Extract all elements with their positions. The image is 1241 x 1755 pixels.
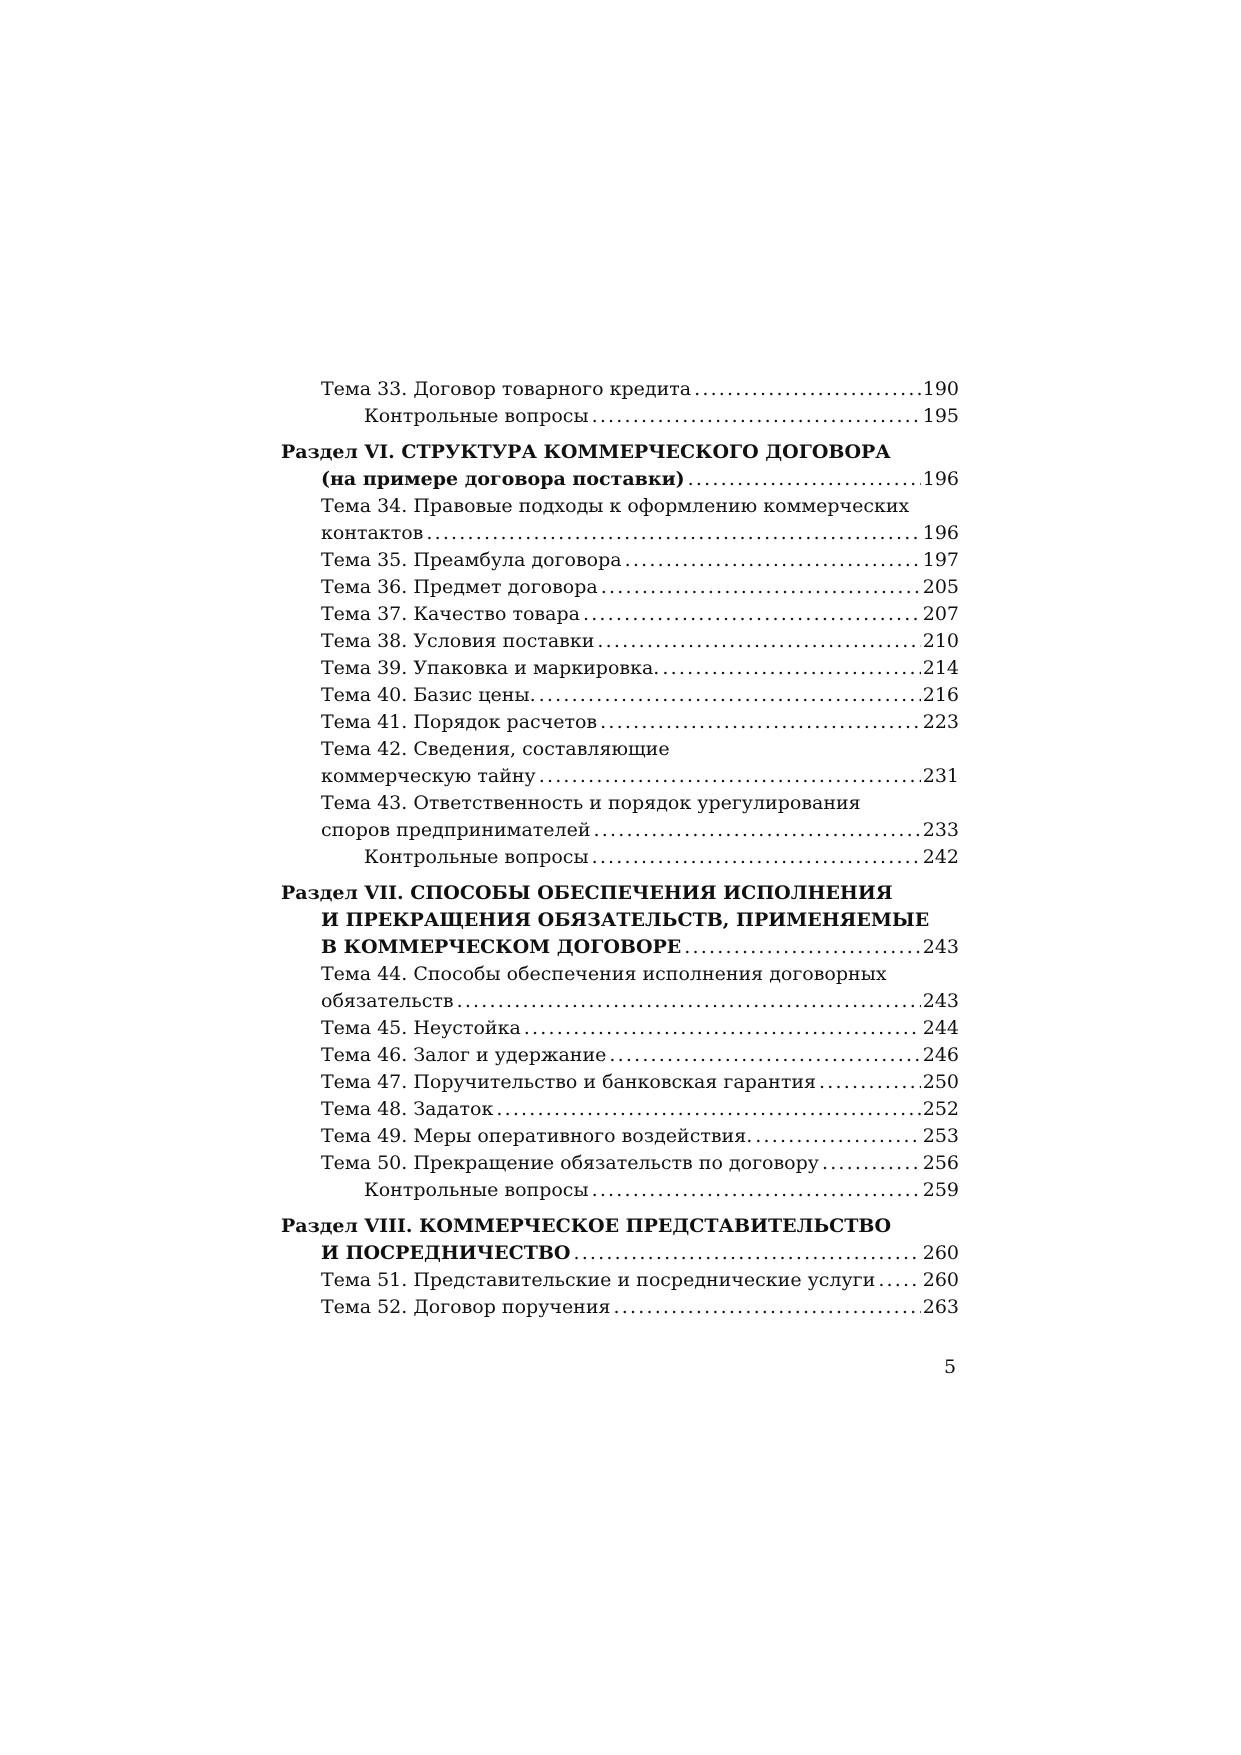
section-title-line-3: В КОММЕРЧЕСКОМ ДОГОВОРЕ xyxy=(321,936,682,958)
dot-leader xyxy=(583,601,921,628)
toc-entry-questions-5[interactable] xyxy=(281,403,959,430)
entry-title: Тема 52. Договор поручения xyxy=(321,1296,611,1318)
entry-page: 256 xyxy=(922,1152,959,1174)
dot-leader xyxy=(597,628,920,655)
dot-leader xyxy=(822,1150,921,1177)
dot-leader xyxy=(684,934,920,961)
section-title-line-2: И ПОСРЕДНИЧЕСТВО xyxy=(321,1242,571,1264)
toc-section-7-heading[interactable] xyxy=(281,880,959,907)
toc-entry-topic-34-cont[interactable] xyxy=(281,520,959,547)
entry-page: 196 xyxy=(922,468,959,490)
dot-leader xyxy=(426,520,920,547)
toc-entry-topic-47[interactable] xyxy=(281,1069,959,1096)
entry-page: 244 xyxy=(922,1017,959,1039)
toc-section-8-heading[interactable] xyxy=(281,1213,959,1240)
toc-entry-topic-37[interactable] xyxy=(281,601,959,628)
entry-title-line-1: Тема 42. Сведения, составляющие xyxy=(321,738,670,760)
entry-page: 231 xyxy=(922,765,959,787)
dot-leader xyxy=(755,1123,921,1150)
entry-title: Тема 39. Упаковка и маркировка. xyxy=(321,657,660,679)
toc-entry-topic-49[interactable] xyxy=(281,1123,959,1150)
section-title-line-1: СТРУКТУРА КОММЕРЧЕСКОГО ДОГОВОРА xyxy=(401,441,891,463)
toc-entry-topic-43[interactable] xyxy=(281,790,959,817)
table-of-contents xyxy=(281,376,959,1321)
section-prefix: Раздел VII. xyxy=(281,882,411,904)
entry-page: 223 xyxy=(922,711,959,733)
section-title xyxy=(281,1213,891,1240)
entry-page: 260 xyxy=(922,1242,959,1264)
toc-entry-topic-43-cont[interactable] xyxy=(281,817,959,844)
entry-page: 216 xyxy=(922,684,959,706)
toc-entry-topic-33[interactable] xyxy=(281,376,959,403)
dot-leader xyxy=(662,655,920,682)
toc-entry-topic-50[interactable] xyxy=(281,1150,959,1177)
section-title-line-1: КОММЕРЧЕСКОЕ ПРЕДСТАВИТЕЛЬСТВО xyxy=(419,1215,891,1237)
section-title xyxy=(281,880,893,907)
toc-entry-topic-44[interactable] xyxy=(281,961,959,988)
entry-page: 195 xyxy=(922,405,959,427)
entry-page: 246 xyxy=(922,1044,959,1066)
dot-leader xyxy=(878,1267,920,1294)
entry-title-line-2: споров предпринимателей xyxy=(321,819,591,841)
entry-title: Тема 49. Меры оперативного воздействия. xyxy=(321,1125,753,1147)
section-title-line-2: И ПРЕКРАЩЕНИЯ ОБЯЗАТЕЛЬСТВ, ПРИМЕНЯЕМЫЕ xyxy=(321,909,930,931)
toc-entry-topic-38[interactable] xyxy=(281,628,959,655)
entry-page: 259 xyxy=(922,1179,959,1201)
toc-entry-topic-45[interactable] xyxy=(281,1015,959,1042)
section-title xyxy=(281,439,891,466)
dot-leader xyxy=(600,709,921,736)
dot-leader xyxy=(694,376,921,403)
entry-title: Тема 50. Прекращение обязательств по договору xyxy=(321,1152,819,1174)
entry-page: 242 xyxy=(922,846,959,868)
dot-leader xyxy=(457,988,921,1015)
toc-entry-topic-51[interactable] xyxy=(281,1267,959,1294)
dot-leader xyxy=(594,817,921,844)
entry-title-line-2: контактов xyxy=(321,522,424,544)
entry-title-line-1: Тема 43. Ответственность и порядок урегулирования xyxy=(321,792,861,814)
toc-entry-topic-52[interactable] xyxy=(281,1294,959,1321)
toc-section-7-heading-cont-1[interactable] xyxy=(281,907,959,934)
dot-leader xyxy=(539,763,921,790)
entry-page: 263 xyxy=(922,1296,959,1318)
section-title-line-1: СПОСОБЫ ОБЕСПЕЧЕНИЯ ИСПОЛНЕНИЯ xyxy=(410,882,893,904)
entry-title: Тема 45. Неустойка xyxy=(321,1017,521,1039)
entry-page: 253 xyxy=(922,1125,959,1147)
entry-page: 214 xyxy=(922,657,959,679)
toc-section-6-heading-cont[interactable] xyxy=(281,466,959,493)
entry-title: Тема 36. Предмет договора xyxy=(321,576,598,598)
entry-title: Тема 40. Базис цены. xyxy=(321,684,536,706)
toc-entry-topic-41[interactable] xyxy=(281,709,959,736)
toc-entry-topic-46[interactable] xyxy=(281,1042,959,1069)
toc-entry-topic-34[interactable] xyxy=(281,493,959,520)
dot-leader xyxy=(625,547,921,574)
toc-entry-questions-6[interactable] xyxy=(281,844,959,871)
toc-entry-topic-35[interactable] xyxy=(281,547,959,574)
toc-entry-questions-7[interactable] xyxy=(281,1177,959,1204)
toc-entry-topic-39[interactable] xyxy=(281,655,959,682)
entry-title: Тема 37. Качество товара xyxy=(321,603,580,625)
entry-title: Тема 33. Договор товарного кредита xyxy=(321,378,692,400)
entry-title: Тема 51. Представительские и посреднические услуги xyxy=(321,1269,876,1291)
dot-leader xyxy=(592,844,921,871)
dot-leader xyxy=(609,1042,920,1069)
toc-section-6-heading[interactable] xyxy=(281,439,959,466)
entry-title: Контрольные вопросы xyxy=(364,405,589,427)
entry-page: 210 xyxy=(922,630,959,652)
entry-title: Тема 35. Преамбула договора xyxy=(321,549,622,571)
entry-page: 197 xyxy=(922,549,959,571)
entry-page: 243 xyxy=(922,990,959,1012)
section-prefix: Раздел VI. xyxy=(281,441,402,463)
entry-title: Тема 38. Условия поставки xyxy=(321,630,595,652)
dot-leader xyxy=(496,1096,920,1123)
toc-entry-topic-40[interactable] xyxy=(281,682,959,709)
dot-leader xyxy=(592,1177,921,1204)
entry-title: Контрольные вопросы xyxy=(364,846,589,868)
toc-entry-topic-42-cont[interactable] xyxy=(281,763,959,790)
entry-page: 260 xyxy=(922,1269,959,1291)
dot-leader xyxy=(601,574,921,601)
toc-entry-topic-48[interactable] xyxy=(281,1096,959,1123)
dot-leader xyxy=(592,403,921,430)
section-title-line-2: (на примере договора поставки) xyxy=(321,468,685,490)
dot-leader xyxy=(614,1294,921,1321)
entry-title-line-1: Тема 34. Правовые подходы к оформлению коммерческих xyxy=(321,495,910,517)
toc-entry-topic-44-cont[interactable] xyxy=(281,988,959,1015)
entry-page: 252 xyxy=(922,1098,959,1120)
entry-title: Контрольные вопросы xyxy=(364,1179,589,1201)
entry-page: 207 xyxy=(922,603,959,625)
entry-page: 243 xyxy=(922,936,959,958)
entry-title: Тема 46. Залог и удержание xyxy=(321,1044,607,1066)
toc-section-7-heading-cont-2[interactable] xyxy=(281,934,959,961)
dot-leader xyxy=(573,1240,920,1267)
dot-leader xyxy=(539,682,921,709)
entry-title: Тема 48. Задаток xyxy=(321,1098,494,1120)
entry-page: 233 xyxy=(922,819,959,841)
entry-page: 190 xyxy=(922,378,959,400)
page-number: 5 xyxy=(944,1356,957,1378)
toc-entry-topic-36[interactable] xyxy=(281,574,959,601)
entry-page: 196 xyxy=(922,522,959,544)
dot-leader xyxy=(524,1015,921,1042)
dot-leader xyxy=(688,466,921,493)
section-prefix: Раздел VIII. xyxy=(281,1215,420,1237)
dot-leader xyxy=(819,1069,921,1096)
toc-section-8-heading-cont[interactable] xyxy=(281,1240,959,1267)
entry-page: 250 xyxy=(922,1071,959,1093)
entry-page: 205 xyxy=(922,576,959,598)
entry-title: Тема 41. Порядок расчетов xyxy=(321,711,598,733)
entry-title-line-1: Тема 44. Способы обеспечения исполнения договорных xyxy=(321,963,887,985)
entry-title-line-2: коммерческую тайну xyxy=(321,765,536,787)
toc-entry-topic-42[interactable] xyxy=(281,736,959,763)
entry-title: Тема 47. Поручительство и банковская гарантия xyxy=(321,1071,817,1093)
entry-title-line-2: обязательств xyxy=(321,990,454,1012)
